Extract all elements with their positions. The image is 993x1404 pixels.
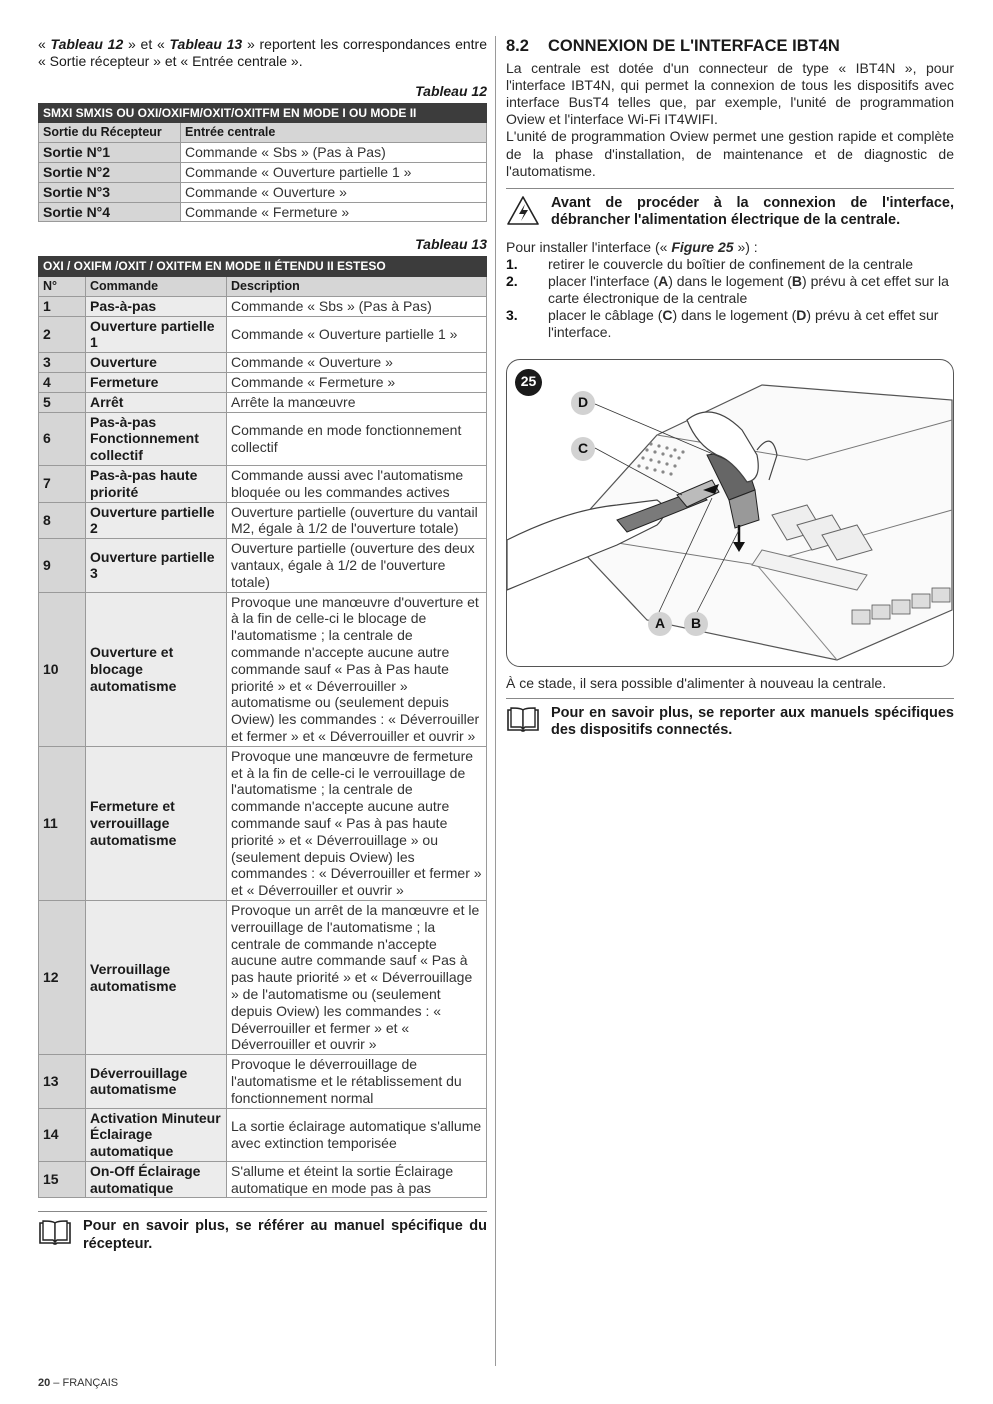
warning-text: Avant de procéder à la connexion de l'interface, débrancher l'alimentation électrique de la centrale.	[551, 194, 954, 229]
table-row	[39, 1108, 487, 1161]
after-installation-text: À ce stade, il sera possible d'alimenter à nouveau la centrale.	[506, 674, 887, 691]
figure-label-a: A	[648, 612, 672, 636]
commande-cell: Fermeture	[86, 373, 227, 393]
note-text: Pour en savoir plus, se reporter aux manuels spécifiques des dispositifs connectés.	[551, 704, 954, 739]
number-cell: 11	[39, 746, 86, 900]
description-cell: S'allume et éteint la sortie Éclairage automatique en mode pas à pas	[227, 1161, 487, 1198]
commande-cell: Arrêt	[86, 392, 227, 412]
table-row	[39, 746, 487, 900]
right-column	[506, 36, 954, 740]
tableau-13-title: OXI / OXIFM /OXIT / OXITFM EN MODE II ÉTENDU II ESTESO	[39, 257, 487, 276]
column-header-number: N°	[39, 276, 86, 296]
step-text: placer l'interface (A) dans le logement (B) prévu à cet effet sur la carte électronique de la centrale	[548, 273, 949, 307]
commande-cell: Pas-à-pas haute priorité	[86, 466, 227, 503]
book-icon	[38, 1218, 80, 1248]
entree-cell: Commande « Ouverture »	[181, 182, 487, 202]
number-cell: 5	[39, 392, 86, 412]
description-cell: Provoque une manœuvre de fermeture et à la fin de celle-ci le verrouillage de l'automatisme ; la centrale de commande n'accepte aucune autre commande sauf « Pas à pas haute priorité » et « Déverrouillage » ou (seulement depuis Oview) les commandes : « Déverrouiller et fermer » et « Déverrouiller et ouvrir »	[227, 746, 487, 900]
step-letter: A	[658, 273, 669, 290]
description-cell: Provoque un arrêt de la manœuvre et le verrouillage de l'automatisme ; la centrale de commande n'accepte aucune autre commande sauf « Pas à pas haute priorité » et « Déverrouillage » de l'automatisme ou (seulement depuis Oview) les commandes : « Déverrouiller et fermer » et « Déverrouiller et ouvrir »	[227, 900, 487, 1054]
table-row	[39, 502, 487, 539]
intro-paragraph: « Tableau 12 » et « Tableau 13 » reportent les correspondances entre « Sortie récepteur » et « Entrée centrale ».	[38, 36, 487, 70]
devices-manual-note	[506, 698, 954, 740]
description-cell: La sortie éclairage automatique s'allume avec extinction temporisée	[227, 1108, 487, 1161]
electric-warning-icon	[506, 195, 548, 225]
commande-cell: Ouverture partielle 1	[86, 316, 227, 353]
table-row	[39, 353, 487, 373]
sortie-cell: Sortie N°1	[39, 143, 181, 163]
sortie-cell: Sortie N°4	[39, 202, 181, 222]
column-divider	[495, 36, 496, 1366]
description-cell: Commande « Fermeture »	[227, 373, 487, 393]
table-row	[39, 373, 487, 393]
tableau-13-caption: Tableau 13	[415, 236, 487, 253]
book-icon	[506, 705, 548, 735]
number-cell: 6	[39, 412, 86, 465]
description-cell: Ouverture partielle (ouverture des deux vantaux, égale à 1/2 de l'ouverture totale)	[227, 539, 487, 592]
table-row	[39, 162, 487, 182]
install-intro: Pour installer l'interface (« Figure 25 ») :	[506, 239, 758, 256]
table-row	[39, 1055, 487, 1108]
description-cell: Provoque le déverrouillage de l'automatisme et le rétablissement du fonctionnement normal	[227, 1055, 487, 1108]
column-header-commande: Commande	[86, 276, 227, 296]
table-row	[39, 316, 487, 353]
step-letter: D	[796, 307, 807, 324]
commande-cell: Pas-à-pas Fonctionnement collectif	[86, 412, 227, 465]
column-header-description: Description	[227, 276, 487, 296]
column-header-entree: Entrée centrale	[181, 123, 487, 143]
page-footer: 20 – FRANÇAIS	[38, 1377, 119, 1389]
commande-cell: Fermeture et verrouillage automatisme	[86, 746, 227, 900]
description-cell: Commande « Sbs » (Pas à Pas)	[227, 296, 487, 316]
step-text: retirer le couvercle du boîtier de confinement de la centrale	[548, 256, 913, 273]
commande-cell: Ouverture et blocage automatisme	[86, 592, 227, 746]
description-cell: Ouverture partielle (ouverture du vantail M2, égale à 1/2 de l'ouverture totale)	[227, 502, 487, 539]
commande-cell: Activation Minuteur Éclairage automatique	[86, 1108, 227, 1161]
number-cell: 13	[39, 1055, 86, 1108]
table-row	[39, 412, 487, 465]
commande-cell: Déverrouillage automatisme	[86, 1055, 227, 1108]
step-number: 1.	[506, 256, 518, 273]
step-number: 2.	[506, 273, 518, 290]
number-cell: 14	[39, 1108, 86, 1161]
number-cell: 10	[39, 592, 86, 746]
section-number: 8.2	[506, 37, 529, 55]
install-step	[506, 307, 954, 341]
install-steps	[506, 256, 954, 341]
install-step	[506, 256, 954, 273]
section-heading	[506, 36, 954, 56]
entree-cell: Commande « Sbs » (Pas à Pas)	[181, 143, 487, 163]
commande-cell: Ouverture partielle 3	[86, 539, 227, 592]
install-step	[506, 273, 954, 307]
tableau-12-title: SMXI SMXIS OU OXI/OXIFM/OXIT/OXITFM EN MODE I OU MODE II	[39, 103, 487, 122]
column-header-sortie: Sortie du Récepteur	[39, 123, 181, 143]
description-cell: Commande « Ouverture partielle 1 »	[227, 316, 487, 353]
description-cell: Commande aussi avec l'automatisme bloquée ou les commandes actives	[227, 466, 487, 503]
entree-cell: Commande « Ouverture partielle 1 »	[181, 162, 487, 182]
number-cell: 1	[39, 296, 86, 316]
table-row	[39, 592, 487, 746]
oview-description-paragraph: L'unité de programmation Oview permet une gestion rapide et complète de la phase d'installation, de maintenance et de diagnostic de l'automatisme.	[506, 128, 954, 179]
figure-label-d: D	[571, 391, 595, 415]
number-cell: 9	[39, 539, 86, 592]
power-warning	[506, 188, 954, 230]
number-cell: 15	[39, 1161, 86, 1198]
table-row	[39, 143, 487, 163]
description-cell: Arrête la manœuvre	[227, 392, 487, 412]
tableau-13	[38, 256, 487, 1198]
table-row	[39, 1161, 487, 1198]
sortie-cell: Sortie N°2	[39, 162, 181, 182]
commande-cell: Verrouillage automatisme	[86, 900, 227, 1054]
sortie-cell: Sortie N°3	[39, 182, 181, 202]
section-title: CONNEXION DE L'INTERFACE IBT4N	[548, 37, 840, 55]
number-cell: 3	[39, 353, 86, 373]
footer-language: FRANÇAIS	[62, 1377, 119, 1389]
tableau-13-reference: Tableau 13	[169, 36, 243, 52]
tableau-12-reference: Tableau 12	[50, 36, 124, 52]
commande-cell: Ouverture	[86, 353, 227, 373]
table-row	[39, 392, 487, 412]
step-letter: B	[791, 273, 803, 290]
commande-cell: On-Off Éclairage automatique	[86, 1161, 227, 1198]
tableau-12-caption: Tableau 12	[415, 82, 487, 99]
figure-25-reference: Figure 25	[671, 239, 734, 256]
table-row	[39, 182, 487, 202]
interface-description-paragraph: La centrale est dotée d'un connecteur de type « IBT4N », pour l'interface IBT4N, qui permet la connexion de tous les dispositifs avec interface BusT4 telles que, par exemple, l'unité de programmation Oview et l'interface Wi-Fi IT4WIFI.	[506, 60, 954, 128]
figure-number-badge: 25	[515, 369, 542, 396]
step-text: placer le câblage (C) dans le logement (D) prévu à cet effet sur l'interface.	[548, 307, 939, 341]
tableau-12	[38, 103, 487, 223]
left-column	[38, 36, 487, 1254]
description-cell: Provoque une manœuvre d'ouverture et à la fin de celle-ci le blocage de l'automatisme ; la centrale de commande n'accepte aucune autre commande sauf « Pas à Pas haute priorité » et « Déverrouiller » automatisme ou (seulement depuis Oview) les commandes : « Déverrouiller et fermer » et « Déverrouiller et ouvrir »	[227, 592, 487, 746]
number-cell: 4	[39, 373, 86, 393]
table-row	[39, 202, 487, 222]
step-number: 3.	[506, 307, 518, 324]
table-row	[39, 296, 487, 316]
figure-label-b: B	[684, 612, 708, 636]
table-row	[39, 539, 487, 592]
number-cell: 8	[39, 502, 86, 539]
figure-label-c: C	[571, 437, 595, 461]
number-cell: 12	[39, 900, 86, 1054]
commande-cell: Pas-à-pas	[86, 296, 227, 316]
step-letter: C	[662, 307, 673, 324]
table-row	[39, 900, 487, 1054]
entree-cell: Commande « Fermeture »	[181, 202, 487, 222]
number-cell: 2	[39, 316, 86, 353]
table-row	[39, 466, 487, 503]
commande-cell: Ouverture partielle 2	[86, 502, 227, 539]
page-number: 20	[38, 1377, 51, 1389]
note-text: Pour en savoir plus, se référer au manuel spécifique du récepteur.	[83, 1218, 487, 1253]
description-cell: Commande en mode fonctionnement collectif	[227, 412, 487, 465]
receiver-manual-note	[38, 1211, 487, 1253]
figure-25	[506, 359, 954, 667]
description-cell: Commande « Ouverture »	[227, 353, 487, 373]
number-cell: 7	[39, 466, 86, 503]
